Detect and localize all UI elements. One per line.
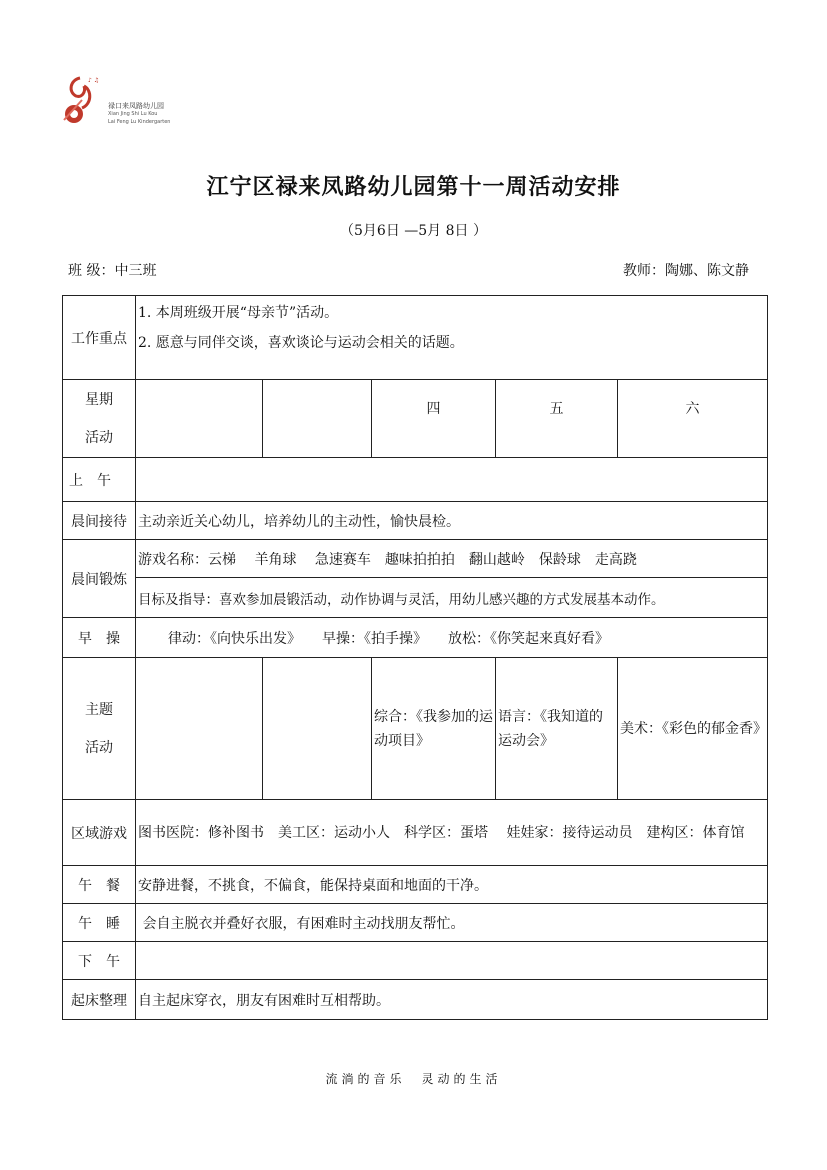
nap-cell: 会自主脱衣并叠好衣服，有困难时主动找朋友帮忙。: [136, 904, 768, 942]
theme-label-line-1: 主题: [85, 701, 113, 718]
table-row: [63, 540, 768, 578]
table-row: [63, 904, 768, 942]
nap-label: 午 睡: [63, 904, 136, 942]
afternoon-cell: [136, 942, 768, 980]
theme-label-line-2: 活动: [85, 739, 113, 756]
work-focus-cell: [136, 296, 768, 380]
logo-emblem-icon: [62, 70, 106, 132]
teacher-label: 教师：陶娜、陈文静: [623, 263, 749, 279]
theme-cell-2: [263, 658, 372, 800]
table-row: [63, 866, 768, 904]
drill-cell: 律动：《向快乐出发》 早操：《拍手操》 放松：《你笑起来真好看》: [136, 618, 768, 658]
class-label: 班 级：中三班: [68, 263, 157, 279]
kindergarten-logo: [62, 70, 202, 132]
table-row: [63, 380, 768, 458]
table-row: [63, 458, 768, 502]
table-row: [63, 980, 768, 1020]
table-row: [63, 658, 768, 800]
svg-text:♪ ♫: ♪ ♫: [88, 77, 100, 84]
day-col-2: [263, 380, 372, 458]
schedule-table: [62, 295, 768, 1020]
weekday-header-label: [63, 380, 136, 458]
logo-en-text-1: Xian Jing Shi Lu Kou: [108, 111, 158, 117]
area-label: 区域游戏: [63, 800, 136, 866]
work-focus-item-1: 1. 本周班级开展“母亲节”活动。: [138, 305, 339, 321]
lunch-cell: 安静进餐，不挑食，不偏食，能保持桌面和地面的干净。: [136, 866, 768, 904]
table-row: [63, 800, 768, 866]
wakeup-label: 起床整理: [63, 980, 136, 1020]
work-focus-label: 工作重点: [63, 296, 136, 380]
theme-cell-1: [136, 658, 263, 800]
table-row: [63, 502, 768, 540]
day-col-saturday: 六: [618, 380, 768, 458]
lunch-label: 午 餐: [63, 866, 136, 904]
activity-label: 活动: [85, 429, 113, 446]
theme-label: [63, 658, 136, 800]
afternoon-label: 下 午: [63, 942, 136, 980]
day-col-friday: 五: [496, 380, 618, 458]
theme-cell-saturday: 美术：《彩色的郁金香》: [618, 658, 768, 800]
table-row: [63, 618, 768, 658]
table-row: [63, 942, 768, 980]
page-title: 江宁区禄来凤路幼儿园第十一周活动安排: [206, 174, 621, 200]
logo-en-text-2: Lai Feng Lu Kindergarten: [108, 119, 171, 125]
exercise-games-cell: 游戏名称：云梯 羊角球 急速赛车 趣味拍拍拍 翻山越岭 保龄球 走高跷: [136, 540, 768, 578]
exercise-goal-cell: 目标及指导：喜欢参加晨锻活动，动作协调与灵活，用幼儿感兴趣的方式发展基本动作。: [136, 578, 768, 618]
day-col-1: [136, 380, 263, 458]
table-row: [63, 296, 768, 380]
exercise-label: 晨间锻炼: [63, 540, 136, 618]
work-focus-item-2: 2. 愿意与同伴交谈，喜欢谈论与运动会相关的话题。: [138, 335, 464, 351]
morning-cell: [136, 458, 768, 502]
wakeup-cell: 自主起床穿衣，朋友有困难时互相帮助。: [136, 980, 768, 1020]
weekday-label: 星期: [85, 391, 113, 408]
date-range: （5月6日 —5月 8日 ）: [340, 223, 487, 239]
reception-cell: 主动亲近关心幼儿，培养幼儿的主动性，愉快晨检。: [136, 502, 768, 540]
table-row: [63, 578, 768, 618]
reception-label: 晨间接待: [63, 502, 136, 540]
theme-cell-thursday: 综合：《我参加的运动项目》: [372, 658, 496, 800]
morning-label: 上 午: [63, 458, 136, 502]
theme-cell-friday: 语言：《我知道的运动会》: [496, 658, 618, 800]
area-cell: 图书医院：修补图书 美工区：运动小人 科学区：蛋塔 娃娃家：接待运动员 建构区：体育馆: [136, 800, 768, 866]
day-col-thursday: 四: [372, 380, 496, 458]
logo-cn-text: 禄口来凤路幼儿园: [108, 102, 164, 110]
footer-slogan: 流淌的音乐 灵动的生活: [325, 1072, 502, 1086]
drill-label: 早 操: [63, 618, 136, 658]
